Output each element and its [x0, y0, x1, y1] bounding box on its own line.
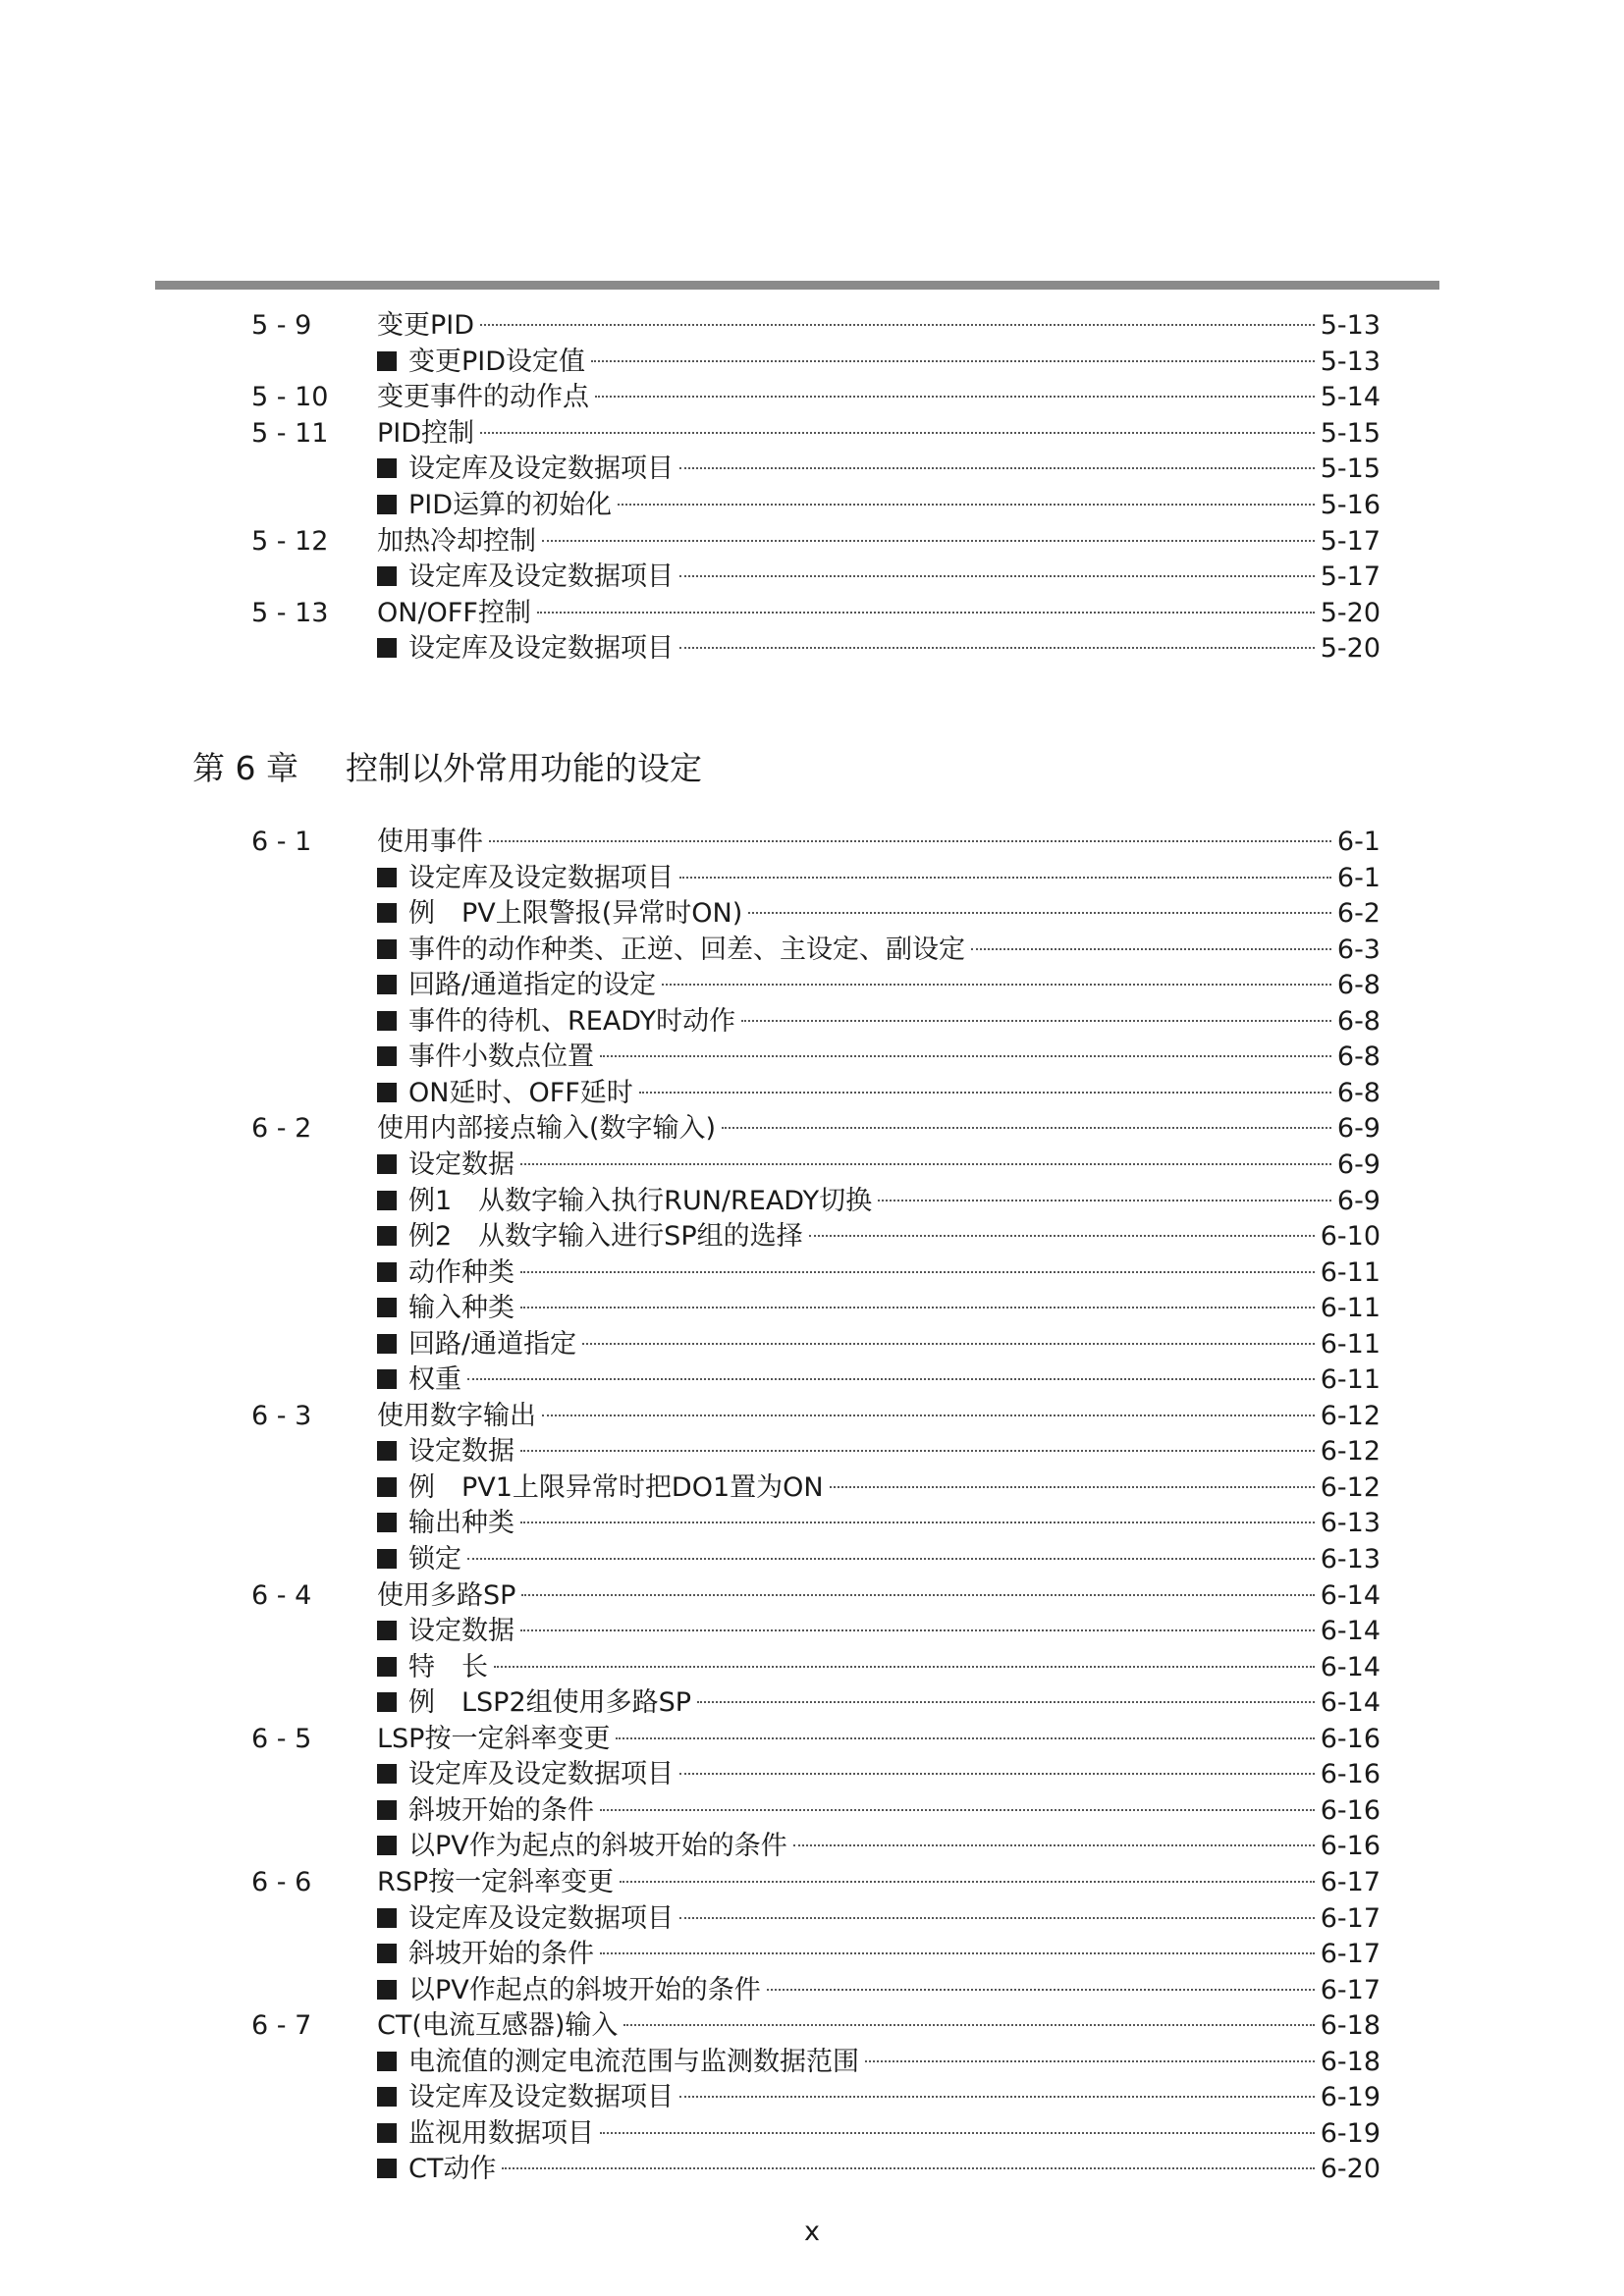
- dot-leader: [618, 504, 1315, 506]
- square-bullet-icon: [377, 1046, 397, 1066]
- entry-label: 使用多路SP: [377, 1579, 516, 1611]
- page-ref: 6-13: [1320, 1544, 1380, 1575]
- page-ref: 6-17: [1320, 1974, 1380, 2005]
- entry-label: 设定库及设定数据项目: [408, 862, 674, 893]
- square-bullet-icon: [377, 1369, 397, 1389]
- entry-label: 回路/通道指定: [408, 1328, 577, 1360]
- entry-label: LSP按一定斜率变更: [377, 1723, 611, 1754]
- page-ref: 6-14: [1320, 1579, 1380, 1611]
- entry-label: 例1 从数字输入执行RUN/READY切换: [408, 1185, 873, 1216]
- square-bullet-icon: [377, 1513, 397, 1532]
- dot-leader: [480, 432, 1315, 434]
- entry-line: [377, 560, 1380, 595]
- page-ref: 6-11: [1320, 1328, 1380, 1360]
- section-number: 6 - 5: [251, 1723, 312, 1754]
- toc-subentry: [0, 1757, 1624, 1792]
- entry-label: 斜坡开始的条件: [408, 1939, 594, 1970]
- dot-leader: [793, 1844, 1315, 1846]
- toc-subentry: [0, 968, 1624, 1003]
- entry-line: [377, 1111, 1380, 1147]
- entry-label: 设定库及设定数据项目: [408, 2082, 674, 2113]
- page-ref: 6-9: [1336, 1113, 1380, 1145]
- entry-line: [377, 1650, 1380, 1685]
- page-ref: 6-18: [1320, 2046, 1380, 2077]
- entry-line: [377, 1578, 1380, 1614]
- toc-subentry: [0, 488, 1624, 523]
- toc-subentry: [0, 2080, 1624, 2115]
- square-bullet-icon: [377, 1800, 397, 1820]
- toc-subentry: [0, 1685, 1624, 1721]
- entry-line: [377, 1255, 1380, 1291]
- dot-leader: [521, 1594, 1314, 1596]
- entry-line: [377, 1040, 1380, 1075]
- section-number: 6 - 4: [251, 1579, 312, 1611]
- page-ref: 6-11: [1320, 1364, 1380, 1396]
- entry-line: [377, 1148, 1380, 1183]
- page-ref: 5-14: [1320, 382, 1380, 413]
- entry-label: 特 长: [408, 1651, 488, 1682]
- page-ref: 5-13: [1320, 346, 1380, 377]
- toc-entry: [0, 380, 1624, 415]
- entry-label: CT(电流互感器)输入: [377, 2010, 619, 2042]
- toc-entry: [0, 416, 1624, 452]
- section-number: 5 - 13: [251, 597, 329, 628]
- toc-subentry: [0, 1434, 1624, 1469]
- square-bullet-icon: [377, 495, 397, 514]
- toc-subentry: [0, 1184, 1624, 1219]
- dot-leader: [623, 2024, 1314, 2026]
- page-ref: 5-16: [1320, 490, 1380, 520]
- page-ref: 6-8: [1336, 1005, 1380, 1037]
- square-bullet-icon: [377, 1908, 397, 1928]
- section-number: 5 - 9: [251, 310, 312, 341]
- square-bullet-icon: [377, 1657, 397, 1677]
- dot-leader: [722, 1127, 1331, 1129]
- dot-leader: [741, 1020, 1331, 1022]
- section-number: 6 - 2: [251, 1113, 312, 1145]
- page-ref: 5-13: [1320, 310, 1380, 341]
- entry-line: [377, 1004, 1380, 1040]
- page-ref: 6-12: [1320, 1471, 1380, 1503]
- dot-leader: [595, 396, 1315, 398]
- entry-label: 使用数字输出: [377, 1400, 536, 1431]
- page-ref: 5-20: [1320, 597, 1380, 628]
- square-bullet-icon: [377, 1191, 397, 1210]
- entry-label: 事件的待机、READY时动作: [408, 1005, 736, 1037]
- entry-line: [377, 2045, 1380, 2080]
- section-number: 6 - 7: [251, 2010, 312, 2042]
- entry-label: 以PV作为起点的斜坡开始的条件: [408, 1831, 787, 1862]
- square-bullet-icon: [377, 351, 397, 371]
- entry-label: 输出种类: [408, 1508, 514, 1539]
- square-bullet-icon: [377, 975, 397, 994]
- toc-entry: [0, 1578, 1624, 1614]
- toc-subentry: [0, 1901, 1624, 1937]
- entry-label: 设定库及设定数据项目: [408, 1759, 674, 1790]
- dot-leader: [494, 1666, 1315, 1668]
- toc-subentry: [0, 1291, 1624, 1326]
- page-ref: 6-8: [1336, 970, 1380, 1001]
- entry-line: [377, 1757, 1380, 1792]
- dot-leader: [679, 877, 1331, 879]
- page-ref: 6-17: [1320, 1902, 1380, 1934]
- page-ref: 5-20: [1320, 633, 1380, 665]
- dot-leader: [520, 1271, 1315, 1273]
- dot-leader: [767, 1989, 1315, 1991]
- page-ref: 6-16: [1320, 1759, 1380, 1790]
- toc-subentry: [0, 896, 1624, 932]
- toc-subentry: [0, 2152, 1624, 2187]
- dot-leader: [542, 540, 1315, 542]
- toc-entry: [0, 596, 1624, 631]
- square-bullet-icon: [377, 1692, 397, 1712]
- page-ref: 6-17: [1320, 1939, 1380, 1970]
- entry-line: [377, 1327, 1380, 1362]
- toc-subentry: [0, 933, 1624, 968]
- toc-entry: [0, 1722, 1624, 1757]
- entry-label: 设定库及设定数据项目: [408, 633, 674, 665]
- entry-label: 例 LSP2组使用多路SP: [408, 1687, 692, 1719]
- entry-line: [377, 1434, 1380, 1469]
- entry-line: [377, 416, 1380, 452]
- entry-label: 设定库及设定数据项目: [408, 454, 674, 485]
- entry-line: [377, 933, 1380, 968]
- entry-line: [377, 896, 1380, 932]
- page-ref: 6-17: [1320, 1866, 1380, 1897]
- dot-leader: [520, 1450, 1315, 1452]
- square-bullet-icon: [377, 1764, 397, 1784]
- toc-subentry: [0, 1614, 1624, 1649]
- page-ref: 6-12: [1320, 1400, 1380, 1431]
- dot-leader: [582, 1343, 1315, 1345]
- toc-subentry: [0, 1327, 1624, 1362]
- square-bullet-icon: [377, 1262, 397, 1282]
- entry-label: 输入种类: [408, 1293, 514, 1324]
- page-ref: 6-10: [1320, 1221, 1380, 1253]
- entry-label: 设定库及设定数据项目: [408, 561, 674, 593]
- entry-line: [377, 1542, 1380, 1577]
- dot-leader: [489, 840, 1331, 842]
- section-number: 6 - 1: [251, 827, 312, 857]
- dot-leader: [502, 2167, 1314, 2169]
- square-bullet-icon: [377, 566, 397, 586]
- entry-label: RSP按一定斜率变更: [377, 1866, 615, 1897]
- page-ref: 6-1: [1336, 862, 1380, 893]
- square-bullet-icon: [377, 1298, 397, 1317]
- toc-entry: [0, 1111, 1624, 1147]
- page-ref: 6-11: [1320, 1293, 1380, 1324]
- page-ref: 6-18: [1320, 2010, 1380, 2042]
- square-bullet-icon: [377, 1334, 397, 1354]
- page-ref: 6-19: [1320, 2082, 1380, 2113]
- entry-line: [377, 631, 1380, 667]
- entry-line: [377, 1829, 1380, 1864]
- page-ref: 6-1: [1336, 827, 1380, 857]
- section-number: 5 - 11: [251, 417, 329, 449]
- entry-label: 变更PID: [377, 310, 475, 341]
- toc-subentry: [0, 1004, 1624, 1040]
- page-ref: 6-16: [1320, 1831, 1380, 1862]
- square-bullet-icon: [377, 1944, 397, 1963]
- page-ref: 6-16: [1320, 1794, 1380, 1826]
- page-ref: 5-17: [1320, 561, 1380, 593]
- page-ref: 5-17: [1320, 525, 1380, 557]
- toc-subentry: [0, 2116, 1624, 2152]
- square-bullet-icon: [377, 1083, 397, 1102]
- dot-leader: [679, 575, 1315, 577]
- square-bullet-icon: [377, 868, 397, 887]
- dot-leader: [679, 1773, 1315, 1775]
- entry-line: [377, 1362, 1380, 1398]
- entry-line: [377, 596, 1380, 631]
- toc-subentry: [0, 1470, 1624, 1506]
- entry-line: [377, 2152, 1380, 2187]
- page-ref: 6-11: [1320, 1256, 1380, 1288]
- chapter-number: 第 6 章: [192, 749, 298, 787]
- entry-label: 回路/通道指定的设定: [408, 970, 657, 1001]
- dot-leader: [679, 2096, 1315, 2098]
- square-bullet-icon: [377, 939, 397, 959]
- entry-line: [377, 308, 1380, 344]
- square-bullet-icon: [377, 2123, 397, 2143]
- square-bullet-icon: [377, 2052, 397, 2071]
- toc-entry: [0, 524, 1624, 560]
- page-ref: 6-2: [1336, 898, 1380, 930]
- square-bullet-icon: [377, 2087, 397, 2107]
- dot-leader: [679, 647, 1315, 649]
- dot-leader: [600, 1809, 1315, 1811]
- entry-label: 设定数据: [408, 1148, 514, 1180]
- entry-label: CT动作: [408, 2154, 497, 2185]
- page-ref: 6-9: [1336, 1185, 1380, 1216]
- entry-label: 监视用数据项目: [408, 2117, 594, 2149]
- page-ref: 6-8: [1336, 1077, 1380, 1108]
- entry-line: [377, 2116, 1380, 2152]
- entry-line: [377, 488, 1380, 523]
- entry-label: 使用内部接点输入(数字输入): [377, 1113, 717, 1145]
- toc-subentry: [0, 861, 1624, 896]
- square-bullet-icon: [377, 458, 397, 478]
- chapter-title: 控制以外常用功能的设定: [346, 749, 702, 787]
- toc-subentry: [0, 1973, 1624, 2008]
- entry-label: 动作种类: [408, 1256, 514, 1288]
- page-number: x: [804, 2216, 820, 2247]
- toc-subentry: [0, 345, 1624, 380]
- page-ref: 6-14: [1320, 1687, 1380, 1719]
- entry-label: 例 PV上限警报(异常时ON): [408, 898, 743, 930]
- section-number: 6 - 6: [251, 1866, 312, 1897]
- page-ref: 6-20: [1320, 2154, 1380, 2185]
- toc-subentry: [0, 452, 1624, 487]
- entry-label: 电流值的测定电流范围与监测数据范围: [408, 2046, 859, 2077]
- dot-leader: [865, 2060, 1315, 2062]
- entry-line: [377, 1793, 1380, 1829]
- dot-leader: [830, 1486, 1315, 1488]
- entry-label: 设定库及设定数据项目: [408, 1902, 674, 1934]
- square-bullet-icon: [377, 903, 397, 923]
- dot-leader: [639, 1092, 1331, 1094]
- entry-line: [377, 1685, 1380, 1721]
- entry-line: [377, 861, 1380, 896]
- dot-leader: [878, 1200, 1331, 1201]
- dot-leader: [809, 1235, 1315, 1237]
- entry-label: 使用事件: [377, 827, 483, 857]
- entry-label: 例 PV1上限异常时把DO1置为ON: [408, 1471, 824, 1503]
- square-bullet-icon: [377, 1226, 397, 1246]
- entry-line: [377, 1291, 1380, 1326]
- toc-subentry: [0, 1148, 1624, 1183]
- dot-leader: [600, 1952, 1315, 1954]
- section-number: 5 - 12: [251, 525, 329, 557]
- page-ref: 6-12: [1320, 1436, 1380, 1468]
- square-bullet-icon: [377, 638, 397, 658]
- entry-line: [377, 1865, 1380, 1900]
- toc-subentry: [0, 560, 1624, 595]
- toc-entry: [0, 1399, 1624, 1434]
- entry-label: 斜坡开始的条件: [408, 1794, 594, 1826]
- entry-label: 加热冷却控制: [377, 525, 536, 557]
- dot-leader: [748, 912, 1331, 914]
- toc-subentry: [0, 2045, 1624, 2080]
- dot-leader: [542, 1415, 1315, 1416]
- entry-line: [377, 1901, 1380, 1937]
- entry-line: [377, 1506, 1380, 1541]
- entry-label: ON延时、OFF延时: [408, 1077, 633, 1108]
- top-rule: [155, 281, 1439, 290]
- page-ref: 6-14: [1320, 1651, 1380, 1682]
- entry-label: 以PV作起点的斜坡开始的条件: [408, 1974, 761, 2005]
- dot-leader: [520, 1522, 1315, 1523]
- entry-line: [377, 825, 1380, 860]
- toc-entry: [0, 1865, 1624, 1900]
- dot-leader: [537, 612, 1315, 614]
- page-ref: 6-19: [1320, 2117, 1380, 2149]
- entry-line: [377, 1973, 1380, 2008]
- section-number: 5 - 10: [251, 382, 329, 413]
- entry-line: [377, 1076, 1380, 1111]
- dot-leader: [467, 1378, 1315, 1380]
- toc-subentry: [0, 1793, 1624, 1829]
- page-ref: 6-16: [1320, 1723, 1380, 1754]
- square-bullet-icon: [377, 1980, 397, 2000]
- page-ref: 6-14: [1320, 1616, 1380, 1647]
- entry-label: 权重: [408, 1364, 461, 1396]
- toc-subentry: [0, 1829, 1624, 1864]
- entry-label: 变更PID设定值: [408, 346, 586, 377]
- dot-leader: [480, 324, 1315, 326]
- dot-leader: [520, 1629, 1315, 1631]
- toc-subentry: [0, 1506, 1624, 1541]
- square-bullet-icon: [377, 1011, 397, 1031]
- section-number: 6 - 3: [251, 1400, 312, 1431]
- entry-label: ON/OFF控制: [377, 597, 531, 628]
- entry-line: [377, 524, 1380, 560]
- page-ref: 6-8: [1336, 1041, 1380, 1073]
- entry-label: 锁定: [408, 1544, 461, 1575]
- dot-leader: [971, 948, 1331, 950]
- toc-entry: [0, 308, 1624, 344]
- page-ref: 6-9: [1336, 1148, 1380, 1180]
- entry-line: [377, 968, 1380, 1003]
- toc-subentry: [0, 1255, 1624, 1291]
- page-ref: 6-3: [1336, 934, 1380, 965]
- dot-leader: [662, 984, 1331, 986]
- dot-leader: [616, 1737, 1314, 1739]
- page-ref: 6-13: [1320, 1508, 1380, 1539]
- toc-subentry: [0, 1542, 1624, 1577]
- square-bullet-icon: [377, 1154, 397, 1174]
- square-bullet-icon: [377, 1836, 397, 1855]
- toc-entry: [0, 2008, 1624, 2044]
- dot-leader: [600, 1055, 1331, 1057]
- entry-label: 事件小数点位置: [408, 1041, 594, 1073]
- entry-line: [377, 1722, 1380, 1757]
- entry-line: [377, 452, 1380, 487]
- dot-leader: [679, 1917, 1315, 1919]
- dot-leader: [600, 2132, 1315, 2134]
- entry-label: 例2 从数字输入进行SP组的选择: [408, 1221, 803, 1253]
- square-bullet-icon: [377, 1477, 397, 1497]
- entry-line: [377, 1937, 1380, 1972]
- toc-subentry: [0, 1040, 1624, 1075]
- entry-line: [377, 1399, 1380, 1434]
- entry-line: [377, 1614, 1380, 1649]
- page-ref: 5-15: [1320, 454, 1380, 485]
- entry-line: [377, 1184, 1380, 1219]
- dot-leader: [591, 360, 1315, 362]
- entry-line: [377, 2080, 1380, 2115]
- toc-subentry: [0, 1937, 1624, 1972]
- toc-subentry: [0, 1650, 1624, 1685]
- toc-subentry: [0, 1076, 1624, 1111]
- entry-label: PID运算的初始化: [408, 490, 613, 520]
- entry-line: [377, 1470, 1380, 1506]
- toc-subentry: [0, 631, 1624, 667]
- square-bullet-icon: [377, 2159, 397, 2178]
- entry-label: PID控制: [377, 417, 475, 449]
- page-ref: 5-15: [1320, 417, 1380, 449]
- dot-leader: [520, 1163, 1331, 1165]
- toc-entry: [0, 825, 1624, 860]
- dot-leader: [620, 1881, 1315, 1883]
- entry-label: 设定数据: [408, 1616, 514, 1647]
- dot-leader: [697, 1701, 1315, 1703]
- entry-label: 变更事件的动作点: [377, 382, 589, 413]
- dot-leader: [520, 1307, 1315, 1308]
- entry-line: [377, 1219, 1380, 1255]
- entry-line: [377, 345, 1380, 380]
- entry-label: 设定数据: [408, 1436, 514, 1468]
- square-bullet-icon: [377, 1549, 397, 1569]
- entry-line: [377, 380, 1380, 415]
- dot-leader: [467, 1558, 1315, 1560]
- entry-line: [377, 2008, 1380, 2044]
- dot-leader: [679, 467, 1315, 469]
- square-bullet-icon: [377, 1441, 397, 1461]
- toc-subentry: [0, 1219, 1624, 1255]
- square-bullet-icon: [377, 1621, 397, 1640]
- toc-subentry: [0, 1362, 1624, 1398]
- entry-label: 事件的动作种类、正逆、回差、主设定、副设定: [408, 934, 965, 965]
